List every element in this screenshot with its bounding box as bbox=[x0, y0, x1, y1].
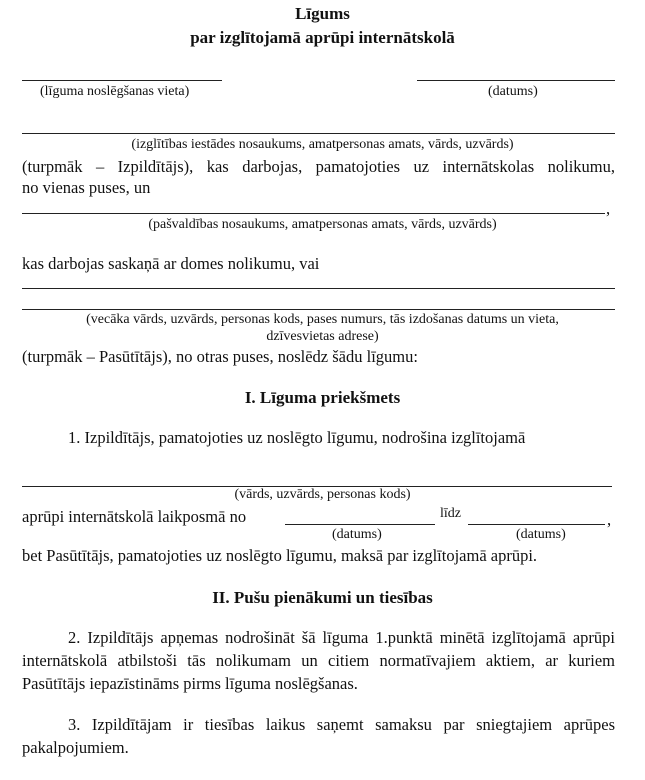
clause-3-text: 3. Izpildītājam ir tiesības laikus saņemt samaksu par sniegtajiem aprūpes pakalpojumiem. bbox=[22, 715, 615, 757]
date-caption: (datums) bbox=[488, 84, 538, 99]
date-from-field-line bbox=[285, 524, 435, 525]
comma-2: , bbox=[607, 510, 612, 529]
clause-2 bbox=[22, 626, 615, 695]
municipality-caption: (pašvaldības nosaukums, amatpersonas amats, vārds, uzvārds) bbox=[148, 217, 497, 232]
executor-text-2: no vienas puses, un bbox=[22, 178, 151, 197]
council-text: kas darbojas saskaņā ar domes nolikumu, vai bbox=[22, 254, 320, 273]
executor-text: (turpmāk – Izpildītājs), kas darbojas, pamatojoties uz internātskolas nolikumu, bbox=[22, 157, 615, 176]
date-from-caption: (datums) bbox=[332, 527, 382, 542]
section-1-heading: I. Līguma priekšmets bbox=[244, 388, 401, 407]
parent-caption-1: (vecāka vārds, uzvārds, personas kods, pases numurs, tās izdošanas datums un vieta, bbox=[86, 312, 559, 327]
institution-field-line bbox=[22, 133, 615, 134]
clause-3 bbox=[22, 713, 615, 759]
clause-2-text: 2. Izpildītājs apņemas nodrošināt šā līguma 1.punktā minētā izglītojamā aprūpi internātskolā atbilstoši tās nolikumam un citiem normatīvajiem aktiem, ar kuriem Pasūtītājs iepazīstināms pirms līguma noslēgšanas. bbox=[22, 628, 615, 693]
until-label: līdz bbox=[440, 506, 461, 521]
clause-1-text: 1. Izpildītājs, pamatojoties uz noslēgto līgumu, nodrošina izglītojamā bbox=[68, 428, 526, 447]
institution-caption: (izglītības iestādes nosaukums, amatpersonas amats, vārds, uzvārds) bbox=[131, 137, 514, 152]
period-text: aprūpi internātskolā laikposmā no bbox=[22, 507, 247, 526]
comma: , bbox=[606, 199, 611, 218]
date-to-field-line bbox=[468, 524, 605, 525]
parent-caption-2: dzīvesvietas adrese) bbox=[266, 329, 379, 344]
date-to-caption: (datums) bbox=[516, 527, 566, 542]
parent-field-line-2 bbox=[22, 309, 615, 310]
place-caption: (līguma noslēgšanas vieta) bbox=[40, 84, 190, 99]
section-2-heading: II. Pušu pienākumi un tiesības bbox=[212, 588, 433, 607]
student-caption: (vārds, uzvārds, personas kods) bbox=[234, 487, 411, 502]
date-field-line bbox=[417, 80, 615, 81]
document-title: Līgums bbox=[295, 4, 350, 23]
payment-text: bet Pasūtītājs, pamatojoties uz noslēgto līgumu, maksā par izglītojamā aprūpi. bbox=[22, 546, 538, 565]
parent-field-line-1 bbox=[22, 288, 615, 289]
municipality-field-line bbox=[22, 213, 605, 214]
document-subtitle: par izglītojamā aprūpi internātskolā bbox=[190, 28, 455, 47]
customer-text: (turpmāk – Pasūtītājs), no otras puses, noslēdz šādu līgumu: bbox=[22, 347, 418, 366]
place-field-line bbox=[22, 80, 222, 81]
